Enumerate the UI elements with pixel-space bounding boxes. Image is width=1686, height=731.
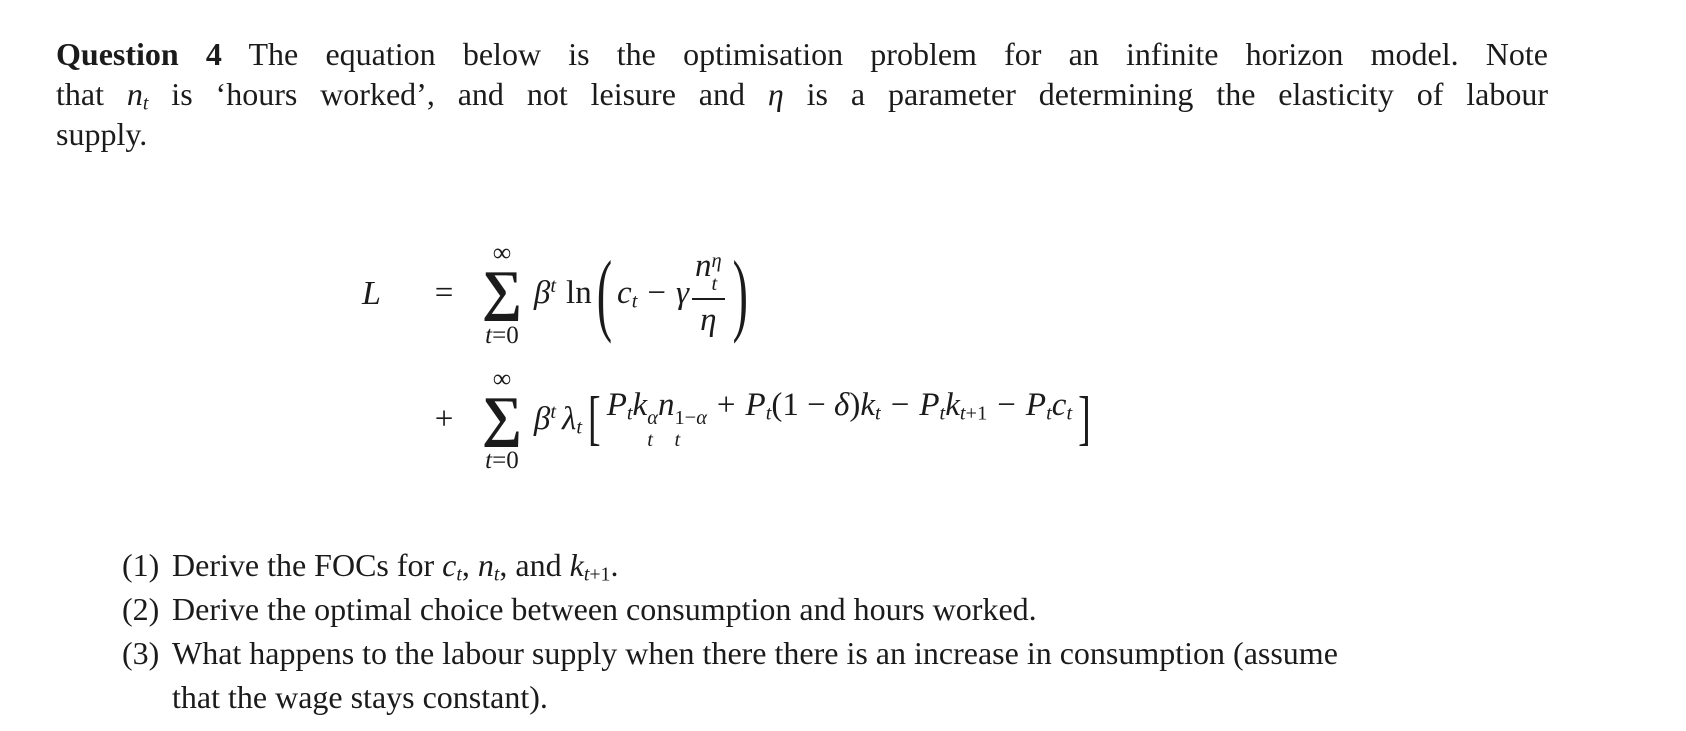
sub-var-t: t xyxy=(583,563,590,586)
n-superscript: η xyxy=(711,250,722,273)
minus-sign: − xyxy=(647,275,667,312)
P-subscript: t xyxy=(1046,402,1052,425)
math-n: n xyxy=(477,547,494,583)
k-subscript: t xyxy=(875,402,881,425)
math-P: P xyxy=(606,387,627,424)
math-P: P xyxy=(745,387,766,424)
math-k: k xyxy=(945,387,960,424)
list-item-1 xyxy=(122,543,1338,587)
equation-row2-expression xyxy=(482,363,1097,475)
math-lambda: λ xyxy=(562,400,577,437)
item-text: Derive the optimal choice between consumption and hours worked. xyxy=(172,591,1037,627)
fraction-nt-eta xyxy=(692,250,725,337)
item-number: (1) xyxy=(122,547,160,583)
math-P: P xyxy=(919,387,940,424)
equals-sign: = xyxy=(434,275,454,312)
item-text xyxy=(172,543,618,587)
n-superscript xyxy=(674,407,706,429)
one-minus-text: 1 − xyxy=(782,387,835,424)
math-L: L xyxy=(362,274,381,312)
ln-operator: ln xyxy=(566,275,592,312)
close-paren: ) xyxy=(732,241,748,344)
question-label: Question 4 xyxy=(56,36,222,72)
math-eta: η xyxy=(767,76,784,112)
beta-exponent: t xyxy=(550,275,557,297)
math-n: n xyxy=(126,76,143,112)
open-bracket: [ xyxy=(588,385,601,453)
c-subscript: t xyxy=(456,563,462,586)
list-item-2 xyxy=(122,587,1338,631)
n-subscript: t xyxy=(493,563,500,586)
limit-var: t xyxy=(485,447,493,475)
n-sup-sub-stack xyxy=(712,250,722,294)
sub-plus-one: +1 xyxy=(965,402,988,425)
math-c: c xyxy=(442,547,457,583)
intro-line-1 xyxy=(56,34,1548,74)
k-sup-sub-stack xyxy=(647,407,658,451)
lambda-subscript: t xyxy=(576,416,583,439)
math-c: c xyxy=(1051,387,1067,424)
intro-line-2 xyxy=(56,74,1548,114)
math-gamma: γ xyxy=(676,275,690,312)
n-sup-one-minus: 1− xyxy=(674,407,697,430)
inner-open-paren: ( xyxy=(771,387,783,424)
summation-row1 xyxy=(482,240,522,348)
k-subscript-t-plus-1 xyxy=(584,563,611,585)
sub-plus-one: +1 xyxy=(589,563,611,586)
equation-row1-expression xyxy=(482,240,1097,348)
summation-limits xyxy=(485,448,519,473)
math-k: k xyxy=(860,387,876,424)
plus-sign: + xyxy=(434,400,454,437)
question-list xyxy=(122,543,1338,719)
intro-line1-text: The equation below is the optimisation problem for an infinite horizon model. Note xyxy=(221,36,1549,72)
math-c: c xyxy=(617,275,632,312)
intro-line2-post: is a parameter determining the elasticity of labour xyxy=(783,76,1549,112)
math-n-subscript: t xyxy=(142,92,149,115)
item-number: (2) xyxy=(122,591,160,627)
n-subscript: t xyxy=(711,272,718,295)
P-subscript: t xyxy=(939,402,946,425)
limit-var: t xyxy=(485,321,493,349)
beta-exponent: t xyxy=(550,400,557,423)
close-bracket: ] xyxy=(1078,385,1091,453)
item-number: (3) xyxy=(122,635,160,671)
summation-limits xyxy=(485,323,519,348)
math-delta: δ xyxy=(834,387,850,424)
list-item-3 xyxy=(122,631,1338,719)
limit-value: =0 xyxy=(492,321,519,349)
infinity-symbol: ∞ xyxy=(492,238,512,267)
k-subscript: t xyxy=(647,429,653,452)
n-sup-alpha: α xyxy=(696,407,707,430)
limit-value: =0 xyxy=(492,447,519,475)
math-k: k xyxy=(632,387,648,424)
text-segment: , xyxy=(461,547,478,583)
beta-t-lambda-t-term xyxy=(534,401,582,438)
math-beta: β xyxy=(533,275,551,312)
summation-row2 xyxy=(482,363,522,475)
sub-var-t: t xyxy=(959,402,966,425)
c-subscript: t xyxy=(1066,402,1073,425)
minus-sign: − xyxy=(997,387,1016,424)
text-segment: Derive the FOCs for xyxy=(172,547,443,583)
item-text xyxy=(172,631,1338,719)
fraction-denominator: η xyxy=(700,302,717,339)
bracket-contents xyxy=(607,387,1072,451)
text-segment: . xyxy=(610,547,619,583)
P-subscript: t xyxy=(626,402,633,425)
c-subscript: t xyxy=(631,290,638,313)
math-P: P xyxy=(1025,387,1047,424)
math-beta: β xyxy=(533,400,551,437)
sigma-symbol: ∑ xyxy=(482,260,522,322)
math-n: n xyxy=(657,387,675,424)
inner-close-paren: ) xyxy=(849,387,861,424)
intro-line2-pre: that xyxy=(56,76,127,112)
infinity-symbol: ∞ xyxy=(492,363,512,393)
open-paren: ( xyxy=(596,241,613,344)
ct-minus-gamma-term xyxy=(617,275,689,312)
lagrangian-equation xyxy=(362,240,1097,473)
fraction-numerator xyxy=(692,250,725,297)
math-k: k xyxy=(569,547,584,583)
beta-t-ln-term xyxy=(534,275,592,312)
n-subscript: t xyxy=(674,429,681,452)
item-text-line-2: that the wage stays constant). xyxy=(172,679,548,715)
minus-sign: − xyxy=(890,387,910,424)
plus-sign: + xyxy=(716,387,736,424)
item-text-line-1: What happens to the labour supply when there there is an increase in consumption (assume xyxy=(172,635,1338,671)
equation-lhs xyxy=(362,275,406,313)
intro-line2-mid: is ‘hours worked’, and not leisure and xyxy=(148,76,768,112)
math-n: n xyxy=(695,248,712,285)
text-segment: , and xyxy=(499,547,570,583)
P-subscript: t xyxy=(765,402,772,425)
intro-paragraph xyxy=(56,34,1548,154)
intro-line-3: supply. xyxy=(56,116,148,152)
k-subscript-t-plus-1 xyxy=(960,403,987,425)
k-superscript: α xyxy=(647,407,658,430)
n-sup-sub-stack xyxy=(674,407,706,451)
sigma-symbol: ∑ xyxy=(482,385,522,448)
